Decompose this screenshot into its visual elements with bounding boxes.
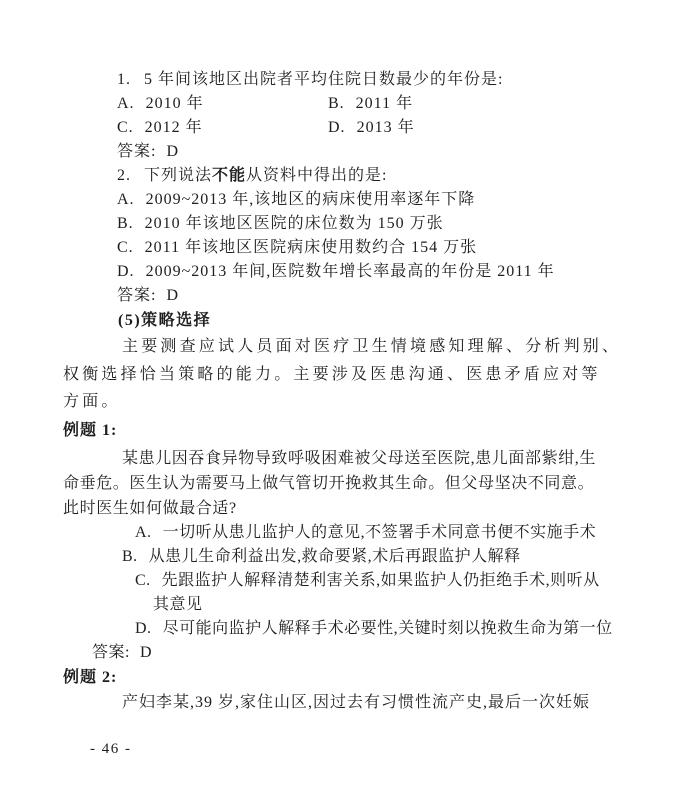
option-b [328,92,413,116]
option-a-text: 一切听从患儿监护人的意见,不签署手术同意书便不实施手术 [162,523,597,541]
option-b-text: 2011 年 [355,95,414,112]
section-paragraph [63,333,622,416]
example-2-heading: 例题 2: [63,668,118,686]
option-a-label: A. [135,523,152,541]
question-1-answer-row [63,140,615,164]
example-1-option-d [63,617,615,641]
option-d-label: D. [135,619,152,637]
option-a-text: 2010 年 [145,95,204,112]
question-2-stem-part1: 下列说法 [144,167,213,184]
option-b-label: B. [117,215,134,232]
answer-value: D [166,143,180,160]
example-1-heading: 例题 1: [63,421,118,439]
answer-label: 答案: [92,643,130,661]
question-2-stem [63,164,615,188]
example-1-option-c [63,569,615,593]
example-1-option-b [63,545,615,569]
question-1-options-row-1 [63,92,615,116]
option-a-text: 2009~2013 年,该地区的病床使用率逐年下降 [145,191,476,208]
answer-label: 答案: [117,143,157,160]
option-b-text: 2010 年该地区医院的床位数为 150 万张 [144,215,444,232]
question-2-option-a [63,188,615,212]
option-a-label: A. [117,191,135,208]
option-b-text: 从患儿生命利益出发,救命要紧,术后再跟监护人解释 [148,547,521,565]
question-2-stem-bold: 不能 [212,167,247,184]
example-1-answer-row [63,641,615,665]
example-2-paragraph [63,690,615,715]
option-d-text: 2013 年 [356,119,415,136]
example-1-option-c-continuation: 其意见 [153,595,203,613]
question-2-option-b [63,212,615,236]
question-1-stem [63,68,615,92]
option-c-text: 先跟监护人解释清楚利害关系,如果监护人仍拒绝手术,则听从 [161,571,600,589]
paragraph-line: 某患儿因吞食异物导致呼吸困难被父母送至医院,患儿面部紫绀,生 [122,449,597,467]
example-1-options [63,521,615,665]
option-a [117,92,328,116]
paragraph-line: 方面。 [63,393,121,410]
answer-label: 答案: [117,287,157,304]
option-d-text: 尽可能向监护人解释手术必要性,关键时刻以挽救生命为第一位 [162,619,613,637]
option-c-text: 2012 年 [144,119,203,136]
paragraph-line: 权衡选择恰当策略的能力。主要涉及医患沟通、医患矛盾应对等 [63,365,601,383]
option-a-label: A. [117,95,135,112]
option-d-label: D. [328,119,346,136]
answer-value: D [166,287,180,304]
option-d-text: 2009~2013 年间,医院数年增长率最高的年份是 2011 年 [145,263,555,280]
question-1-number: 1. [117,71,131,88]
example-1-paragraph [63,446,615,521]
answer-value: D [139,643,153,661]
option-d-label: D. [117,263,135,280]
option-c-label: C. [117,119,134,136]
question-2-answer-row [63,284,615,308]
page-number: - 46 - [90,741,132,757]
paragraph-line: 产妇李某,39 岁,家住山区,因过去有习惯性流产史,最后一次妊娠 [122,693,591,711]
option-b-label: B. [328,95,345,112]
question-2-number: 2. [117,167,131,184]
question-1-stem-text: 5 年间该地区出院者平均住院日数最少的年份是: [144,71,504,88]
option-c-text: 2011 年该地区医院病床使用数约合 154 万张 [144,239,478,256]
question-2-option-d [63,260,615,284]
paragraph-line: 主要测查应试人员面对医疗卫生情境感知理解、分析判别、 [122,338,622,355]
section-heading: (5)策略选择 [118,312,212,329]
option-d [328,116,415,140]
paragraph-line: 命垂危。医生认为需要马上做气管切开挽救其生命。但父母坚决不同意。 [63,474,595,492]
question-2-stem-part2: 从资料中得出的是: [246,167,388,184]
option-c-label: C. [117,239,134,256]
page-content [63,68,622,715]
question-block [63,68,615,308]
option-b-label: B. [122,547,138,565]
example-1-option-a [63,521,615,545]
paragraph-line: 此时医生如何做最合适? [63,499,237,517]
option-c [117,116,328,140]
question-2-option-c [63,236,615,260]
option-c-label: C. [135,571,151,589]
question-1-options-row-2 [63,116,615,140]
